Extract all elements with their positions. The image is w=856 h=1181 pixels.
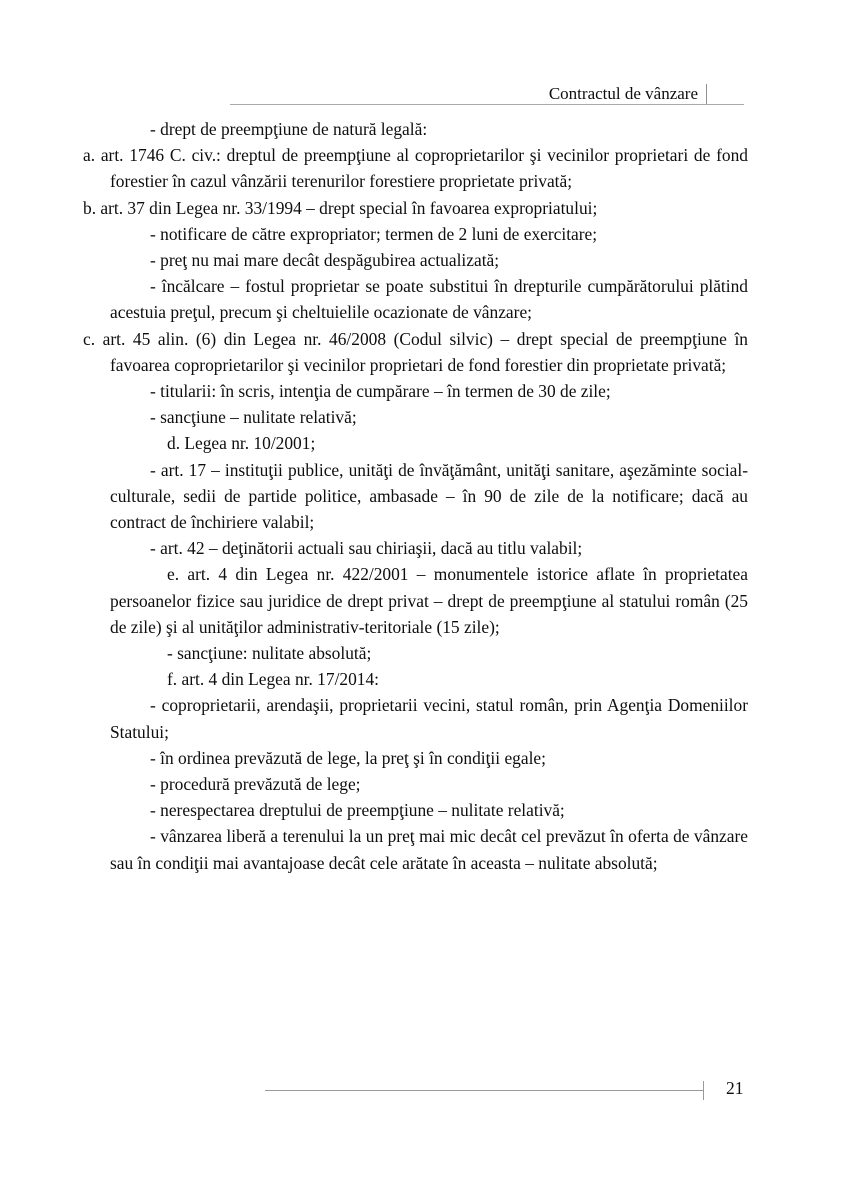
paragraph: e. art. 4 din Legea nr. 422/2001 – monumentele istorice aflate în proprietatea persoanelor fizice sau juridice de drept privat – drept de preempţiune al statului român (25 de zile) şi al unităţilor administrativ-teritoriale (15 zile); [110,564,748,637]
paragraph: - drept de preempţiune de natură legală: [150,119,428,139]
paragraph: - încălcare – fostul proprietar se poate substitui în drepturile cumpărătorului plătind acestuia preţul, precum şi cheltuielile ocazionate de vânzare; [110,276,748,323]
paragraph: - sancţiune – nulitate relativă; [150,407,357,428]
header-vertical-divider [706,84,707,105]
paragraph: - preţ nu mai mare decât despăgubirea actualizată; [150,250,500,271]
paragraph: - art. 17 – instituţii publice, unităţi de învăţământ, unităţi sanitare, aşezăminte social-culturale, sedii de partide politice, ambasade – în 90 de zile de la notificare; dacă au contract de închiriere valabil; [110,459,748,533]
paragraph: f. art. 4 din Legea nr. 17/2014: [167,669,380,690]
header-rule [230,104,744,105]
footer-vertical-divider [703,1081,704,1100]
paragraph: d. Legea nr. 10/2001; [167,433,316,454]
paragraph: - titularii: în scris, intenţia de cumpărare – în termen de 30 de zile; [150,381,611,402]
paragraph: - vânzarea liberă a terenului la un preţ mai mic decât cel prevăzut în oferta de vânzare sau în condiţii mai avantajoase decât cele arătate în aceasta – nulitate absolută; [110,826,748,873]
footer-rule [265,1090,703,1091]
paragraph: - coproprietarii, arendaşii, proprietarii vecini, statul român, prin Agenţia Domeniilor Statului; [110,695,748,742]
paragraph: - art. 42 – deţinătorii actuali sau chiriaşii, dacă au titlu valabil; [150,538,583,559]
paragraph: - nerespectarea dreptului de preempţiune – nulitate relativă; [150,800,565,821]
page-number: 21 [726,1078,744,1098]
paragraph: - procedură prevăzută de lege; [150,774,361,795]
running-header-title: Contractul de vânzare [548,84,698,103]
paragraph: b. art. 37 din Legea nr. 33/1994 – drept special în favoarea expropriatului; [83,197,598,218]
paragraph: - sancţiune: nulitate absolută; [167,643,372,664]
paragraph: a. art. 1746 C. civ.: dreptul de preempţiune al coproprietarilor şi vecinilor proprietari de fond forestier în cazul vânzării terenurilor forestiere proprietate privată; [83,145,748,192]
document-body [83,116,748,876]
paragraph: c. art. 45 alin. (6) din Legea nr. 46/2008 (Codul silvic) – drept special de preempţiune în favoarea coproprietarilor şi vecinilor proprietari de fond forestier din proprietate privată; [83,328,748,375]
paragraph: - în ordinea prevăzută de lege, la preţ şi în condiţii egale; [150,747,546,768]
paragraph: - notificare de către expropriator; termen de 2 luni de exercitare; [150,223,598,244]
